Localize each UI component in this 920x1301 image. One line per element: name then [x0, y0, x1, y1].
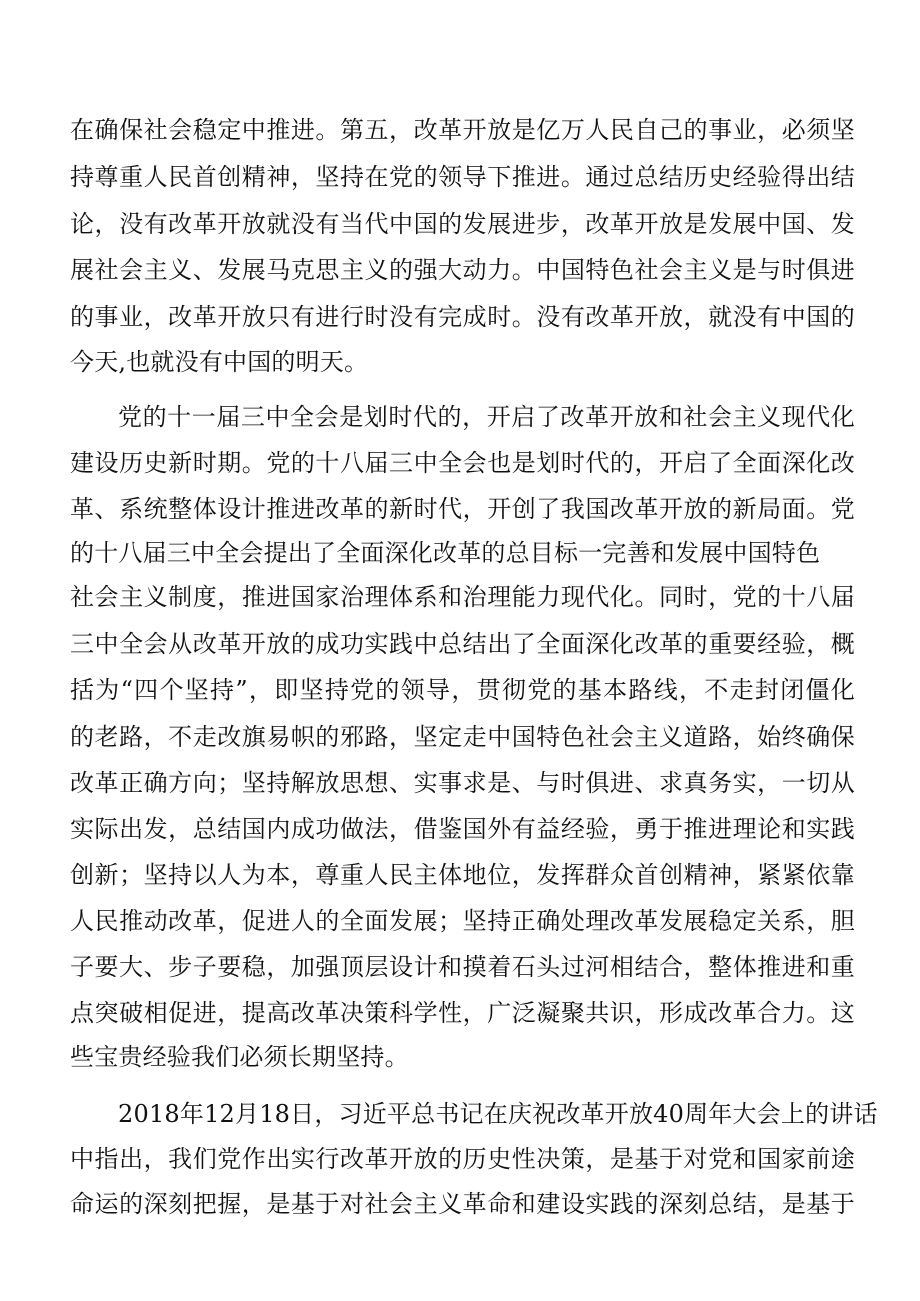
text-line: 革、系统整体设计推进改革的新时代，开创了我国改革开放的新局面。党	[70, 495, 855, 523]
text-line: 建设历史新时期。党的十八届三中全会也是划时代的，开启了全面深化改	[70, 449, 855, 477]
text-line: 展社会主义、发展马克思主义的强大动力。中国特色社会主义是与时俱进	[70, 256, 855, 284]
paragraph-first-line: 2018年12月18日，习近平总书记在庆祝改革开放40周年大会上的讲话	[118, 1100, 878, 1128]
text-line: 三中全会从改革开放的成功实践中总结出了全面深化改革的重要经验，概	[70, 630, 855, 658]
text-line: 的十八届三中全会提出了全面深化改革的总目标一完善和发展中国特色	[70, 539, 821, 567]
text-line: 些宝贵经验我们必须长期坚持。	[70, 1043, 409, 1071]
text-line: 改革正确方向；坚持解放思想、实事求是、与时俱进、求真务实，一切从	[70, 769, 855, 797]
text-line: 实际出发，总结国内成功做法，借鉴国外有益经验，勇于推进理论和实践	[70, 815, 855, 843]
text-line: 的老路，不走改旗易帜的邪路，坚定走中国特色社会主义道路，始终确保	[70, 723, 855, 751]
text-line: 点突破相促进，提高改革决策科学性，广泛凝聚共识，形成改革合力。这	[70, 999, 855, 1027]
text-line: 的事业，改革开放只有进行时没有完成时。没有改革开放，就没有中国的	[70, 303, 855, 331]
text-line: 社会主义制度，推进国家治理体系和治理能力现代化。同时，党的十八届	[70, 583, 855, 611]
text-line: 括为“四个坚持”，即坚持党的领导，贯彻党的基本路线，不走封闭僵化	[70, 676, 855, 704]
text-line: 持尊重人民首创精神，坚持在党的领导下推进。通过总结历史经验得出结	[70, 163, 855, 191]
text-line: 人民推动改革，促进人的全面发展；坚持正确处理改革发展稳定关系，胆	[70, 907, 855, 935]
paragraph-first-line: 党的十一届三中全会是划时代的，开启了改革开放和社会主义现代化	[118, 403, 855, 431]
text-line: 在确保社会稳定中推进。第五，改革开放是亿万人民自己的事业，必须坚	[70, 116, 855, 144]
text-line: 今天,也就没有中国的明天。	[70, 348, 369, 376]
text-line: 子要大、步子要稳，加强顶层设计和摸着石头过河相结合，整体推进和重	[70, 953, 855, 981]
text-line: 论，没有改革开放就没有当代中国的发展进步，改革开放是发展中国、发	[70, 210, 855, 238]
text-line: 中指出，我们党作出实行改革开放的历史性决策，是基于对党和国家前途	[70, 1145, 855, 1173]
text-line: 命运的深刻把握，是基于对社会主义革命和建设实践的深刻总结，是基于	[70, 1190, 855, 1218]
text-line: 创新；坚持以人为本，尊重人民主体地位，发挥群众首创精神，紧紧依靠	[70, 861, 855, 889]
